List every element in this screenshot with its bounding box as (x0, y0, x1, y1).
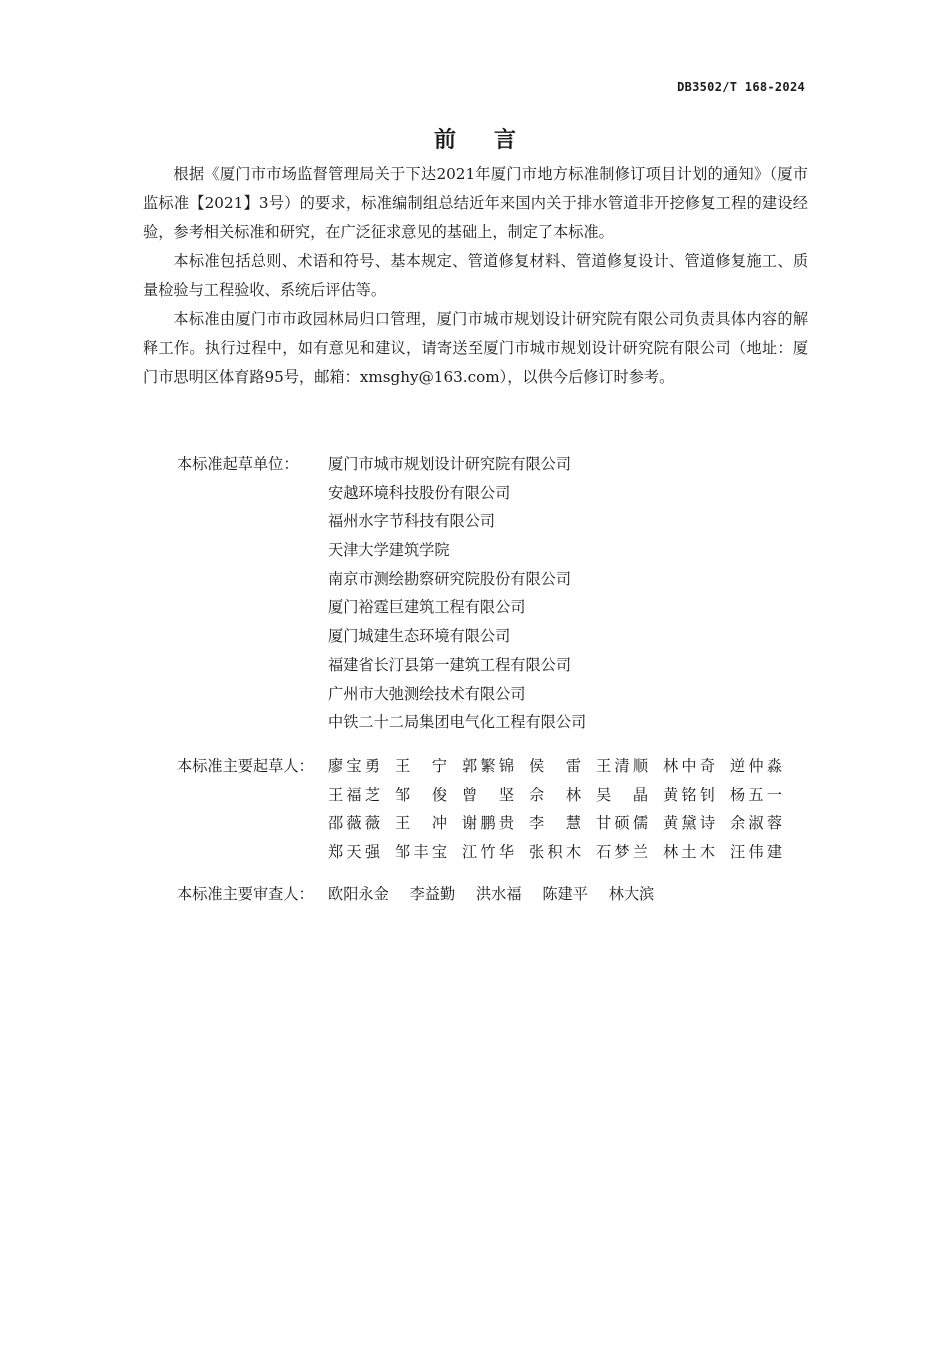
reviewer-name: 陈建平 (542, 885, 588, 903)
drafter-name: 甘硕儒 (596, 814, 648, 833)
drafter-name: 郭繁锦 (462, 757, 514, 775)
drafter-name: 侯雷 (529, 757, 581, 775)
drafting-unit: 南京市测绘勘察研究院股份有限公司 (328, 569, 571, 588)
drafting-unit: 厦门市城市规划设计研究院有限公司 (328, 455, 571, 473)
foreword-paragraph-1: 根据《厦门市市场监督管理局关于下达2021年厦门市地方标准制修订项目计划的通知》（厦市监标准【2021】3号）的要求，标准编制组总结近年来国内关于排水管道非开挖修复工程的建设经验，参考相关标准和研究，在广泛征求意见的基础上，制定了本标准。 (143, 165, 808, 241)
drafter-name: 林中奇 (663, 757, 715, 775)
drafter-name: 邹丰宝 (395, 843, 447, 862)
drafter-name: 逆仲淼 (730, 757, 782, 775)
foreword-body (143, 160, 808, 392)
drafter-name: 王冲 (395, 814, 447, 833)
drafter-name: 江竹华 (462, 843, 514, 862)
drafter-name: 佘林 (529, 785, 581, 804)
reviewer-name: 李益勤 (409, 885, 456, 903)
drafter-name: 谢鹏贵 (462, 814, 514, 833)
drafter-name: 郑天强 (328, 843, 380, 862)
drafter-name: 石梦兰 (596, 843, 648, 862)
drafting-unit: 天津大学建筑学院 (328, 541, 450, 560)
document-code: DB3502/T 168-2024 (677, 80, 805, 94)
drafter-name: 黄黛诗 (663, 814, 715, 833)
drafting-unit: 福州水字节科技有限公司 (328, 512, 496, 531)
drafter-name: 邹俊 (395, 785, 447, 804)
drafting-unit: 广州市大弛测绘技术有限公司 (328, 684, 526, 703)
drafter-name: 张积木 (529, 843, 581, 862)
drafters-grid (328, 752, 797, 867)
drafting-unit: 中铁二十二局集团电气化工程有限公司 (328, 713, 587, 732)
drafter-name: 廖宝勇 (328, 757, 380, 775)
drafter-name: 汪伟建 (730, 843, 782, 862)
drafters-label: 本标准主要起草人： (177, 757, 314, 775)
drafting-unit: 厦门裕霆巨建筑工程有限公司 (328, 598, 526, 617)
drafting-unit: 福建省长汀县第一建筑工程有限公司 (328, 655, 571, 674)
foreword-paragraph-2: 本标准包括总则、术语和符号、基本规定、管道修复材料、管道修复设计、管道修复施工、质量检验与工程验收、系统后评估等。 (143, 252, 808, 299)
reviewer-name: 洪水福 (475, 885, 522, 903)
drafter-name: 吴晶 (596, 785, 648, 804)
drafter-name: 王宁 (395, 757, 447, 775)
drafter-name: 余淑蓉 (730, 814, 782, 833)
drafting-units-list (328, 450, 586, 737)
drafter-name: 曾坚 (462, 785, 514, 804)
reviewer-name: 欧阳永金 (328, 885, 389, 903)
drafting-unit: 安越环境科技股份有限公司 (328, 483, 511, 502)
drafter-name: 黄铭钊 (663, 785, 715, 804)
foreword-paragraph-3: 本标准由厦门市市政园林局归口管理，厦门市城市规划设计研究院有限公司负责具体内容的解释工作。执行过程中，如有意见和建议，请寄送至厦门市城市规划设计研究院有限公司（地址：厦门市思明区体育路95号，邮箱：xmsghy@163.com），以供今后修订时参考。 (143, 310, 808, 386)
drafter-name: 王清顺 (596, 757, 648, 775)
drafter-name: 林土木 (663, 843, 715, 862)
drafter-name: 李慧 (529, 814, 581, 833)
reviewer-name: 林大滨 (608, 885, 655, 903)
reviewers-label: 本标准主要审查人： (177, 885, 314, 903)
drafter-name: 杨五一 (730, 785, 782, 804)
drafting-units-label: 本标准起草单位： (177, 455, 299, 473)
drafter-name: 王福芝 (328, 785, 380, 804)
drafting-unit: 厦门城建生态环境有限公司 (328, 627, 511, 646)
reviewers-list (328, 880, 670, 909)
page-title: 前言 (433, 128, 554, 153)
drafter-name: 邵薇薇 (328, 814, 380, 833)
